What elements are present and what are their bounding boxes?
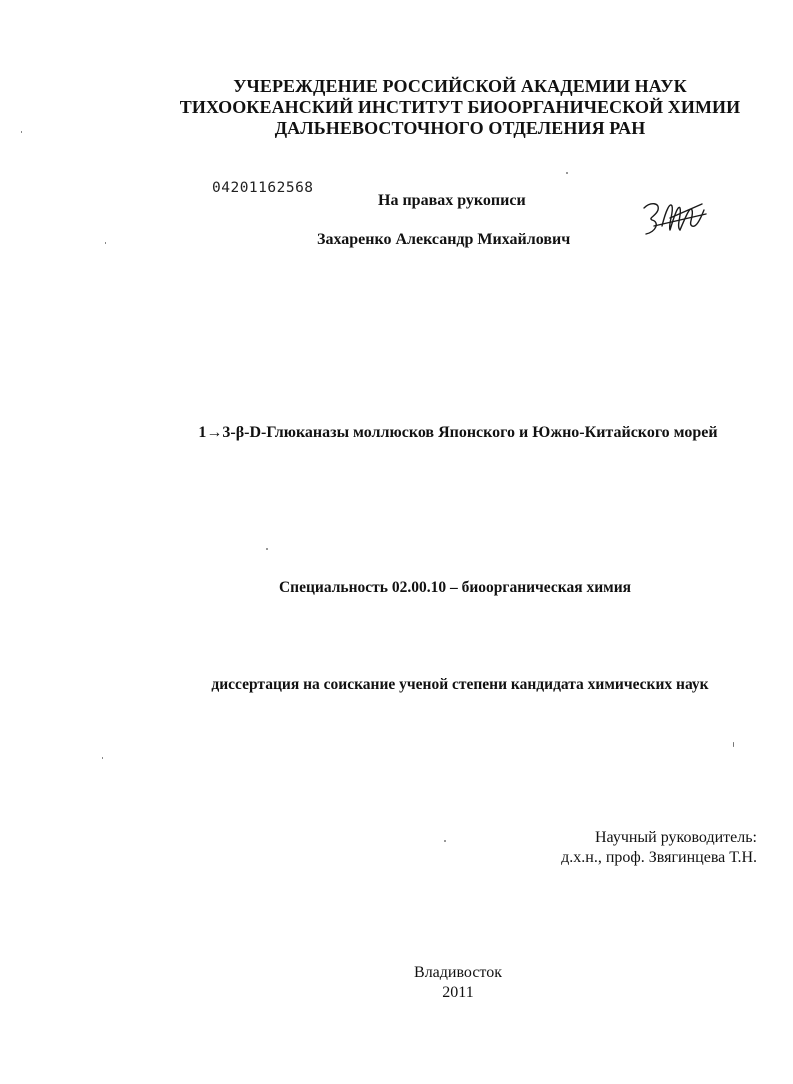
scan-speck [733,742,734,747]
institution-line-3: ДАЛЬНЕВОСТОЧНОГО ОТДЕЛЕНИЯ РАН [274,118,646,138]
year: 2011 [442,984,474,1001]
scan-speck [105,242,106,244]
signature-image [640,196,710,244]
scan-speck [266,548,268,550]
footer-block [300,963,616,1003]
supervisor-label: Научный руководитель: [594,829,757,846]
author-name: Захаренко Александр Михайлович [317,231,571,248]
speciality-line: Специальность 02.00.10 – биоорганическая химия [278,579,632,596]
dissertation-type: диссертация на соискание ученой степени кандидата химических наук [211,676,709,693]
dissertation-title: 1→3-β-D-Глюканазы моллюсков Японского и Южно-Китайского морей [198,424,718,441]
supervisor-name: д.х.н., проф. Звягинцева Т.Н. [561,849,757,866]
scan-speck [566,172,568,174]
institution-line-2: ТИХООКЕАНСКИЙ ИНСТИТУТ БИООРГАНИЧЕСКОЙ ХИМИИ [179,97,741,117]
institution-header [150,76,770,139]
supervisor-block [561,828,757,868]
rights-note: На правах рукописи [378,192,526,209]
institution-line-1: УЧЕРЕЖДЕНИЕ РОССИЙСКОЙ АКАДЕМИИ НАУК [233,76,687,96]
scan-speck [102,757,103,759]
city: Владивосток [414,964,502,981]
scan-speck [21,131,22,133]
catalog-number: 04201162568 [212,180,314,196]
scan-speck [444,840,446,842]
